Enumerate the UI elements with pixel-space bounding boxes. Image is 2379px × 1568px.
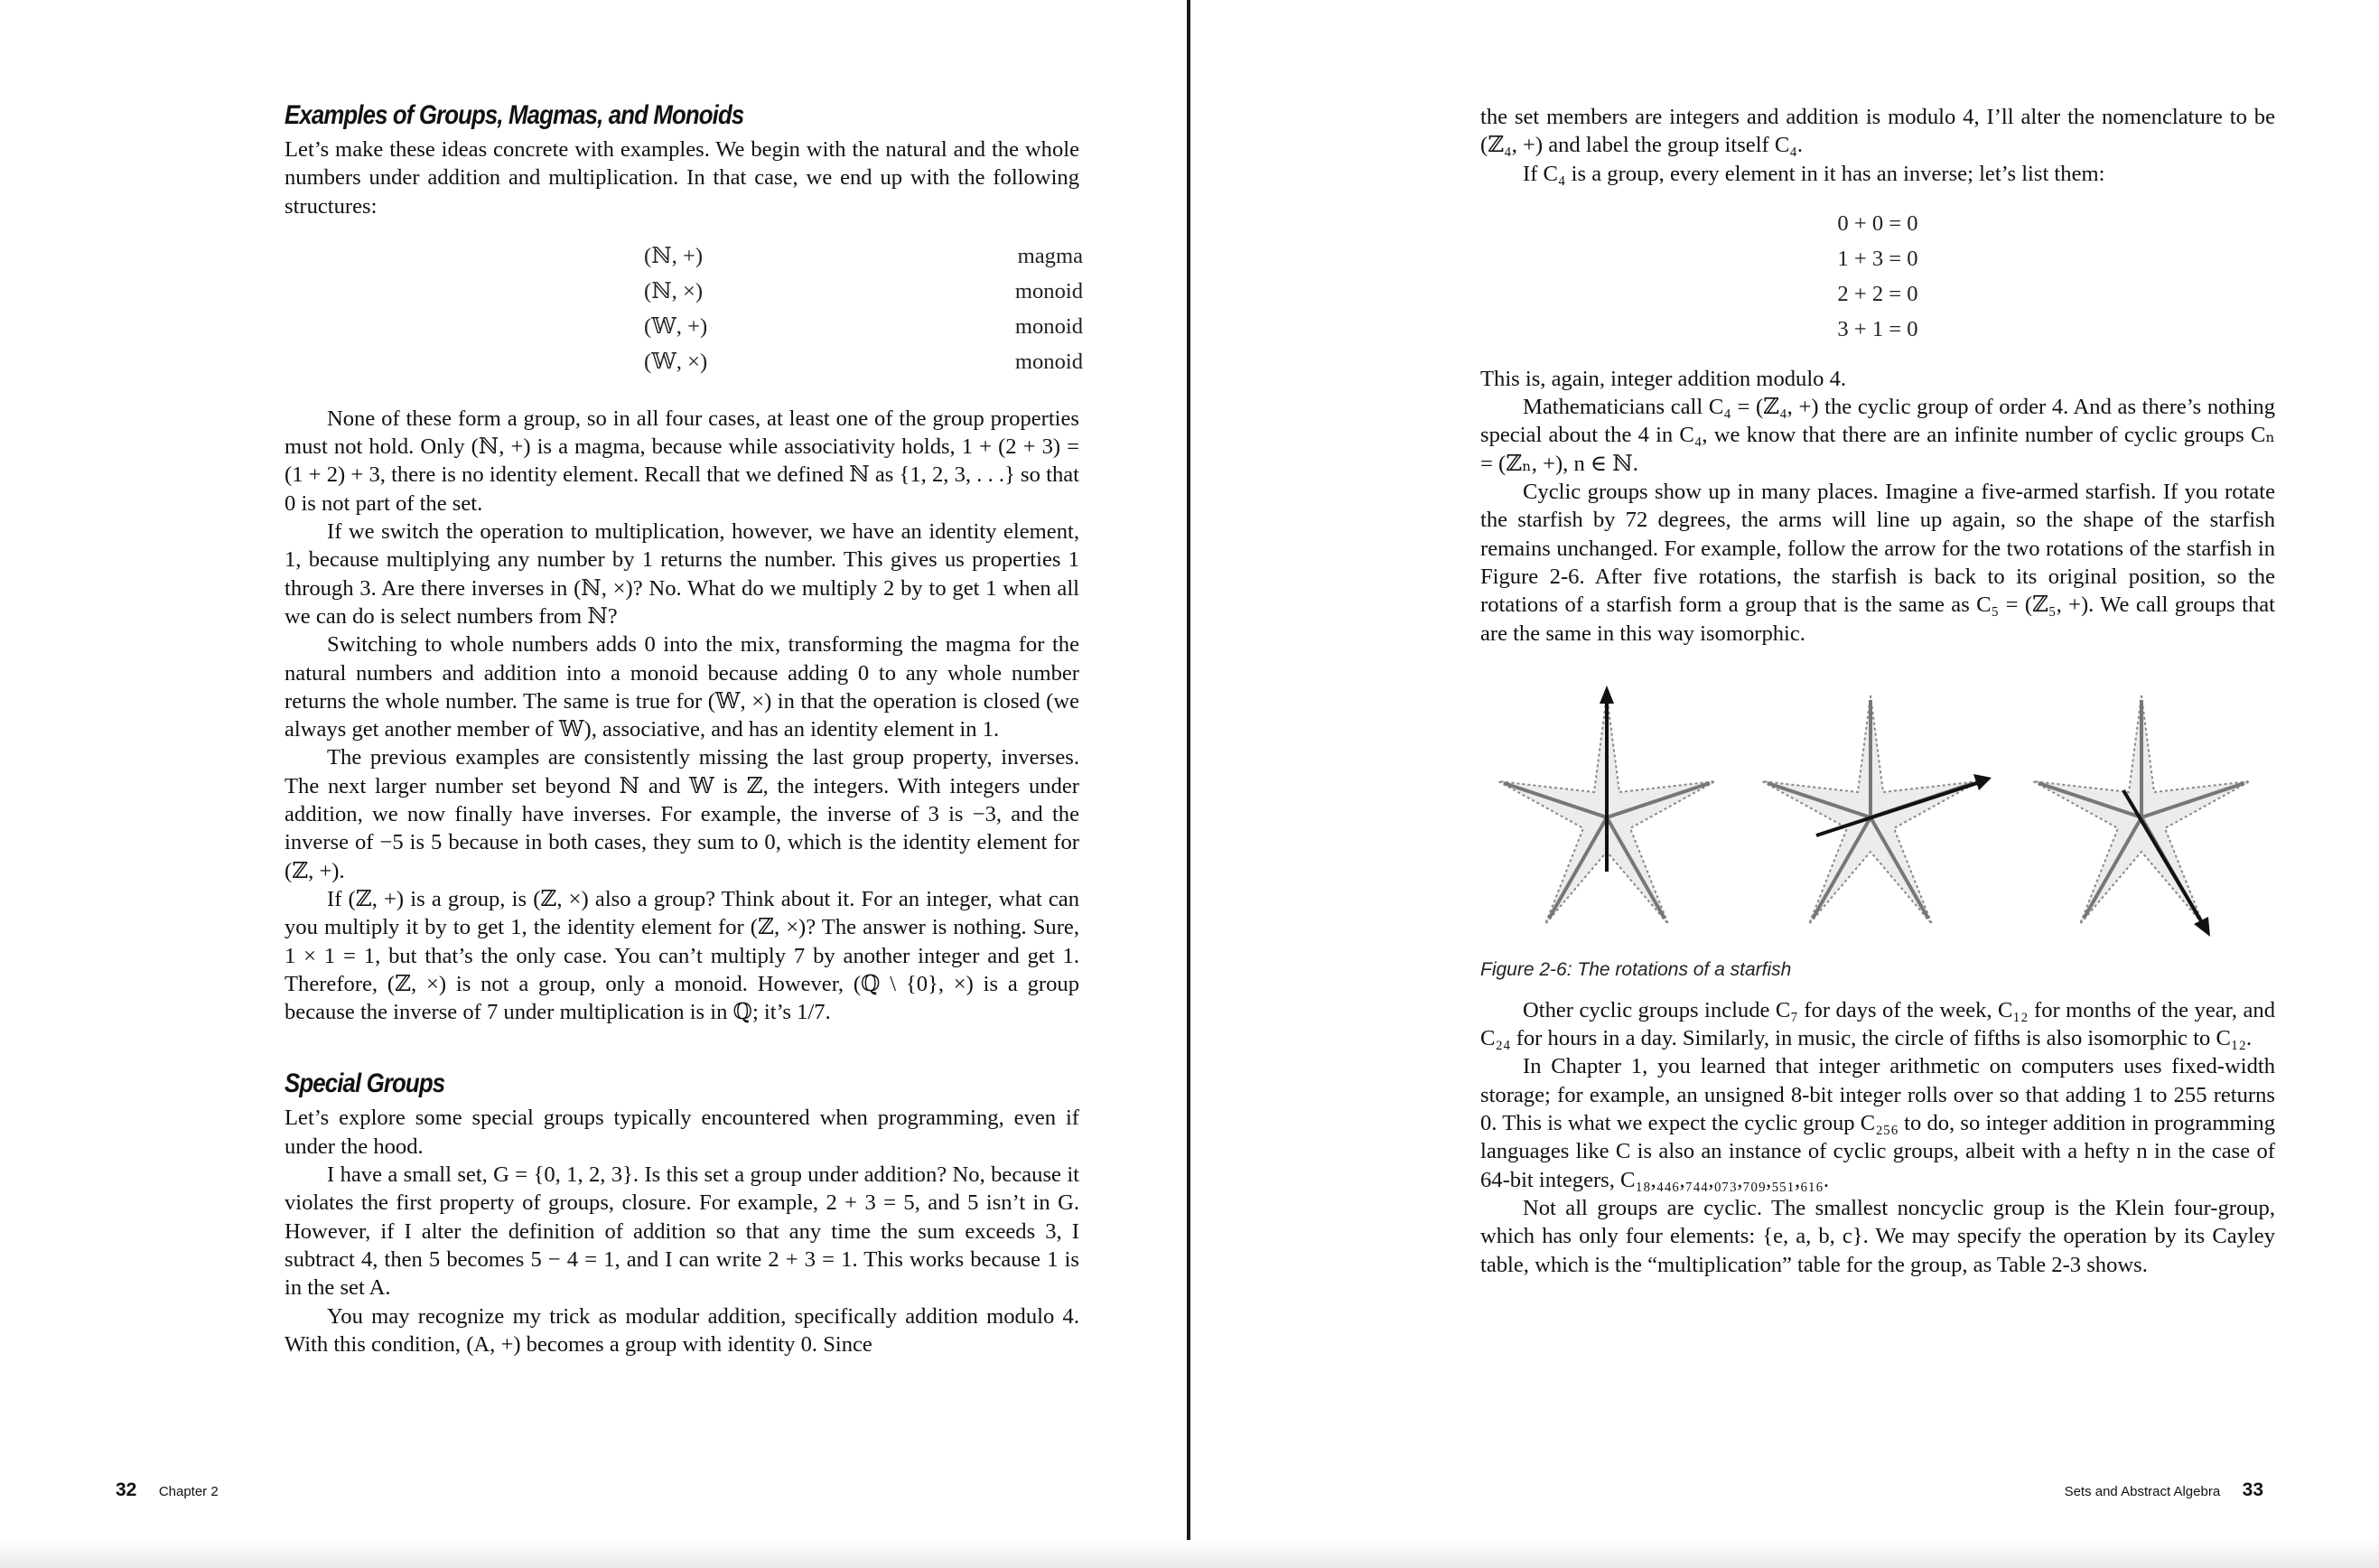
figure-caption: Figure 2-6: The rotations of a starfish xyxy=(1480,958,1792,980)
equation: 2 + 2 = 0 xyxy=(1837,281,1918,306)
structure-kind: monoid xyxy=(1014,349,1083,374)
structure-row xyxy=(644,344,1083,379)
right-folio xyxy=(2065,1479,2263,1501)
starfish-image-1 xyxy=(1480,682,1733,944)
body-paragraph: If (ℤ, +) is a group, is (ℤ, ×) also a group? Think about it. For an integer, what can you multiply it by to get 1, the identity element for (ℤ, ×)? The answer is nothing. Sure, 1 × 1 = 1, but that’s the only case. You can’t multiply 7 by another integer and get 1. Therefore, (ℤ, ×) is not a group, only a monoid. However, (ℚ \ {0}, ×) is a group because the inverse of 7 under multiplication is in ℚ; it’s 1/7. xyxy=(285,886,1079,1025)
body-paragraph: I have a small set, G = {0, 1, 2, 3}. Is this set a group under addition? No, because it violates the first property of groups, closure. For example, 2 + 3 = 5, and 5 isn’t in G. However, if I alter the definition of addition so that any time the sum exceeds 3, I subtract 4, then 5 becomes 5 − 4 = 1, and I can write 2 + 3 = 1. This works because 1 is in the set A. xyxy=(285,1162,1079,1301)
right-text-column xyxy=(1480,103,2275,1279)
body-paragraph: The previous examples are consistently missing the last group property, inverses. The next larger number set beyond ℕ and 𝕎 is ℤ, the integers. With integers under addition, we now finally have inverses. For example, the inverse of 3 is −3, and the inverse of −5 is 5 because in both cases, they sum to 0, which is the identity element for (ℤ, +). xyxy=(285,745,1079,883)
structure-kind: magma xyxy=(1017,243,1083,268)
body-paragraph: Not all groups are cyclic. The smallest noncyclic group is the Klein four-group, which has only four elements: {e, a, b, c}. We may specify the operation by its Cayley table, which is the “multiplication” table for the group, as Table 2-3 shows. xyxy=(1480,1195,2275,1277)
structure-row xyxy=(644,309,1083,344)
left-text-column xyxy=(285,99,1083,1358)
page-gutter xyxy=(1187,0,1190,1568)
starfish-image-2 xyxy=(1744,682,1997,944)
body-paragraph: If C₄ is a group, every element in it has an inverse; let’s list them: xyxy=(1523,161,2105,186)
equation: 3 + 1 = 0 xyxy=(1837,316,1918,341)
chapter-title-label: Sets and Abstract Algebra xyxy=(2064,1484,2221,1499)
continued-paragraph: the set members are integers and addition is modulo 4, I’ll alter the nomenclature to be (ℤ₄, +) and label the group itself C₄. xyxy=(1480,105,2275,158)
body-paragraph: This is, again, integer addition modulo 4. xyxy=(1480,366,1847,391)
inverse-equations xyxy=(1787,206,1968,347)
structure-kind: monoid xyxy=(1014,313,1083,339)
body-paragraph: If we switch the operation to multiplication, however, we have an identity element, 1, because multiplying any number by 1 returns the number. This gives us properties 1 through 3. Are there inverses in (ℕ, ×)? No. What do we multiply 2 by to get 1 when all we can do is select numbers from ℕ? xyxy=(285,519,1079,629)
body-paragraph: You may recognize my trick as modular addition, specifically addition modulo 4. With this condition, (A, +) becomes a group with identity 0. Since xyxy=(285,1303,1079,1357)
equation: 0 + 0 = 0 xyxy=(1837,210,1918,236)
structure-row xyxy=(644,274,1083,309)
section-heading-special-groups: Special Groups xyxy=(285,1069,445,1099)
body-paragraph: Mathematicians call C₄ = (ℤ₄, +) the cyclic group of order 4. And as there’s nothing special about the 4 in C₄, we know that there are an infinite number of cyclic groups Cₙ = (ℤₙ, +), n ∈ ℕ. xyxy=(1480,395,2275,476)
structure-expr: (ℕ, +) xyxy=(644,243,704,268)
chapter-label: Chapter 2 xyxy=(158,1484,219,1499)
structure-expr: (𝕎, +) xyxy=(644,313,708,339)
structure-expr: (ℕ, ×) xyxy=(644,278,704,303)
page-number: 33 xyxy=(2242,1479,2263,1500)
body-paragraph: Switching to whole numbers adds 0 into the mix, transforming the magma for the natural numbers and addition into a monoid because adding 0 to any whole number returns the whole number. The same is true for (𝕎, ×) in that the operation is closed (we always get another member of 𝕎), associative, and has an identity element in 1. xyxy=(285,632,1079,742)
right-page xyxy=(1194,0,2379,1568)
special-intro-paragraph: Let’s explore some special groups typically encountered when programming, even if under the hood. xyxy=(285,1106,1079,1159)
left-folio xyxy=(116,1479,219,1501)
page-bottom-shadow xyxy=(0,1540,2379,1568)
structure-row xyxy=(644,238,1083,274)
body-paragraph: None of these form a group, so in all four cases, at least one of the group properties must not hold. Only (ℕ, +) is a magma, because while associativity holds, 1 + (2 + 3) = (1 + 2) + 3, there is no identity element. Recall that we defined ℕ as {1, 2, 3, . . .} so that 0 is not part of the set. xyxy=(285,406,1079,516)
intro-paragraph: Let’s make these ideas concrete with examples. We begin with the natural and the whole numbers under addition and multiplication. In that case, we end up with the following structures: xyxy=(285,137,1079,219)
equation: 1 + 3 = 0 xyxy=(1837,246,1918,271)
body-paragraph: Cyclic groups show up in many places. Imagine a five-armed starfish. If you rotate the starfish by 72 degrees, the arms will line up again, so the shape of the starfish remains unchanged. For example, follow the arrow for the two rotations of the starfish in Figure 2-6. After five rotations, the starfish is back to its original position, so the rotations of a starfish form a group that is the same as C₅ = (ℤ₅, +). We call groups that are the same in this way isomorphic. xyxy=(1480,480,2275,646)
starfish-image-3 xyxy=(2008,682,2275,944)
structures-list xyxy=(644,238,1083,379)
structure-kind: monoid xyxy=(1014,278,1083,303)
body-paragraph: Other cyclic groups include C₇ for days of the week, C₁₂ for months of the year, and C₂₄ for hours in a day. Similarly, in music, the circle of fifths is also isomorphic to C₁₂. xyxy=(1480,997,2275,1051)
section-heading-examples: Examples of Groups, Magmas, and Monoids xyxy=(285,100,744,130)
starfish-figure xyxy=(1480,682,2275,944)
page-number: 32 xyxy=(116,1479,137,1500)
body-paragraph: In Chapter 1, you learned that integer arithmetic on computers uses fixed-width storage; for example, an unsigned 8-bit integer rolls over so that adding 1 to 255 returns 0. This is what we expect the cyclic group C₂₅₆ to do, so integer addition in programming languages like C is also an instance of cyclic groups, albeit with a hefty n in the case of 64-bit integers, C₁₈,₄₄₆,₇₄₄,₀₇₃,₇₀₉,₅₅₁,₆₁₆. xyxy=(1480,1054,2275,1192)
structure-expr: (𝕎, ×) xyxy=(644,349,708,374)
left-page xyxy=(0,0,1187,1568)
